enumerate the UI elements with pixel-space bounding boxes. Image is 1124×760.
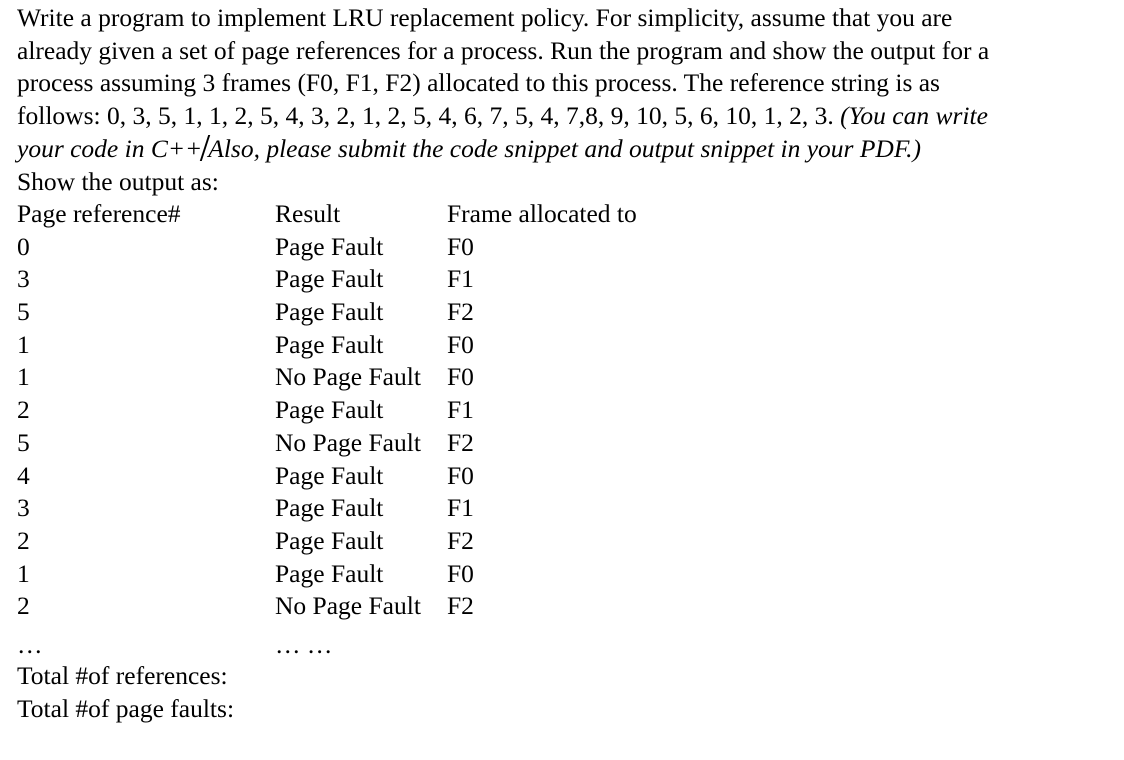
italic-note-part-b: Also, please submit the code snippet and output snippet in your PDF.) [208,133,922,163]
paragraph-line-reference-string [17,100,1117,133]
total-references-label: Total #of references: [17,661,228,690]
paragraph-line: Write a program to implement LRU replacement policy. For simplicity, assume that you are [17,3,953,32]
cell-result: No Page Fault [275,427,421,457]
cell-result: Page Fault [275,395,384,425]
header-result: Result [275,199,341,228]
table-row [17,558,474,591]
reference-string-text: follows: 0, 3, 5, 1, 1, 2, 5, 4, 3, 2, 1, 2, 5, 4, 6, 7, 5, 4, 7,8, 9, 10, 5, 6, 10, 1, 2, 3. [17,101,841,131]
cell-ref: 1 [17,329,30,359]
paragraph-line: process assuming 3 frames (F0, F1, F2) allocated to this process. The reference string is as [17,68,940,98]
cell-result: Page Fault [275,525,384,555]
cell-ref: 5 [17,297,30,327]
cell-ref: 1 [17,362,30,392]
output-intro: Show the output as: [17,166,219,196]
cell-frame: F0 [447,231,474,261]
cell-frame: F1 [447,395,474,425]
cell-ref: 3 [17,264,30,294]
header-page-reference: Page reference# [17,199,181,228]
cell-ref: 1 [17,558,30,588]
table-row [17,525,474,558]
cell-result: Page Fault [275,264,384,294]
assignment-paragraph [17,2,1117,198]
cell-frame: F1 [447,264,474,294]
cell-frame: F0 [447,329,474,359]
table-row [17,590,474,623]
cell-ref: 2 [17,591,30,621]
cell-result: Page Fault [275,297,384,327]
cell-ref: 4 [17,460,30,490]
cell-result: Page Fault [275,231,384,261]
total-page-faults-label: Total #of page faults: [17,693,235,723]
table-row [17,427,474,460]
output-table [17,198,637,659]
cell-result: Page Fault [275,493,384,523]
cell-result: No Page Fault [275,362,421,392]
header-frame-allocated: Frame allocated to [447,199,637,228]
cell-ref: 2 [17,395,30,425]
table-ellipsis-row [17,629,333,662]
cell-result: Page Fault [275,460,384,490]
table-row [17,361,474,394]
cell-ref: 3 [17,493,30,523]
italic-note-start: (You can write [840,101,988,131]
totals-section [17,660,234,725]
cell-ref: 5 [17,427,30,457]
cell-frame: F0 [447,460,474,490]
table-row [17,296,474,329]
paragraph-line: already given a set of page references for a process. Run the program and show the output for a [17,35,990,65]
cell-frame: F2 [447,525,474,555]
table-row [17,263,474,296]
italic-note-part-a: your code in C++ [17,133,203,163]
table-header-row [17,198,637,231]
cell-frame: F2 [447,591,474,621]
table-row [17,492,474,525]
cell-frame: F1 [447,493,474,523]
cell-frame: F0 [447,558,474,588]
table-row [17,329,474,362]
cell-result: Page Fault [275,329,384,359]
cell-ref: 0 [17,231,30,261]
paragraph-line-italic [17,133,1117,166]
cell-result: Page Fault [275,558,384,588]
ellipsis-result: … … [275,629,333,659]
cell-frame: F0 [447,362,474,392]
cell-frame: F2 [447,427,474,457]
cell-ref: 2 [17,525,30,555]
table-row [17,231,474,264]
cell-frame: F2 [447,297,474,327]
cell-result: No Page Fault [275,591,421,621]
table-row [17,460,474,493]
table-row [17,394,474,427]
ellipsis-ref: … [17,629,43,659]
